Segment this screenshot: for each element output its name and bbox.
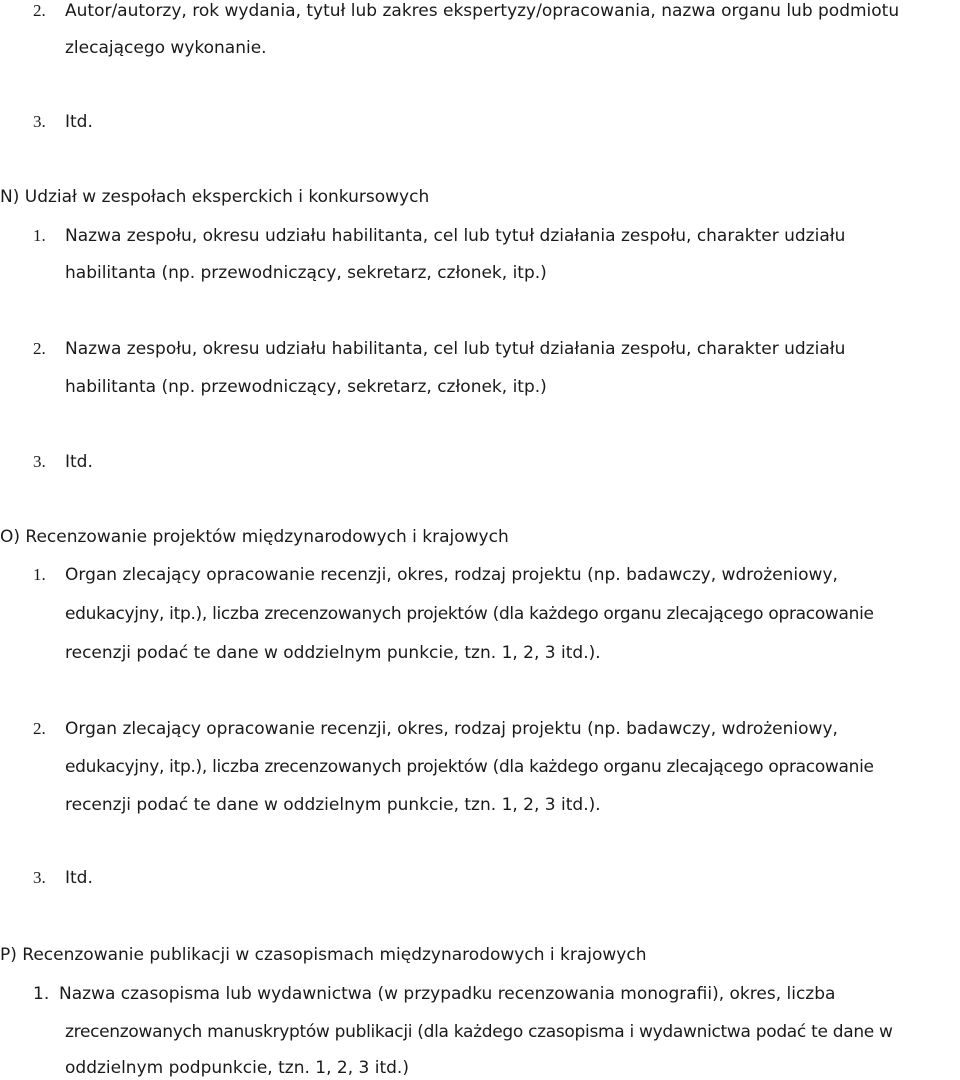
list-item-text: Organ zlecający opracowanie recenzji, okres, rodzaj projektu (np. badawczy, wdrożeniowy, — [65, 565, 838, 585]
list-item-text: habilitanta (np. przewodniczący, sekretarz, członek, itp.) — [65, 263, 547, 283]
list-number: 3. — [33, 452, 46, 471]
list-number: 1. — [33, 226, 46, 245]
list-number: 3. — [33, 868, 46, 887]
list-item-text: Nazwa czasopisma lub wydawnictwa (w przypadku recenzowania monografii), okres, liczba — [59, 984, 836, 1004]
list-item-text: zlecającego wykonanie. — [65, 38, 267, 58]
section-heading: P) Recenzowanie publikacji w czasopismach międzynarodowych i krajowych — [0, 945, 647, 965]
list-item-text: Itd. — [65, 112, 93, 132]
list-item-text: oddzielnym podpunkcie, tzn. 1, 2, 3 itd.) — [65, 1058, 409, 1078]
list-number: 2. — [33, 1, 46, 20]
section-heading: O) Recenzowanie projektów międzynarodowych i krajowych — [0, 527, 509, 547]
list-item-text: Organ zlecający opracowanie recenzji, okres, rodzaj projektu (np. badawczy, wdrożeniowy, — [65, 719, 838, 739]
list-item-text: Nazwa zespołu, okresu udziału habilitanta, cel lub tytuł działania zespołu, charakter udziału — [65, 339, 846, 359]
list-item-text: Itd. — [65, 868, 93, 888]
list-number: 2. — [33, 719, 46, 738]
list-item-text: habilitanta (np. przewodniczący, sekretarz, członek, itp.) — [65, 377, 547, 397]
list-item-text: zrecenzowanych manuskryptów publikacji (dla każdego czasopisma i wydawnictwa podać te dane w — [65, 1022, 893, 1042]
section-heading: N) Udział w zespołach eksperckich i konkursowych — [0, 187, 430, 207]
list-item-text: recenzji podać te dane w oddzielnym punkcie, tzn. 1, 2, 3 itd.). — [65, 643, 601, 663]
list-item-text: edukacyjny, itp.), liczba zrecenzowanych projektów (dla każdego organu zlecającego opracowanie — [65, 757, 874, 777]
list-number: 2. — [33, 339, 46, 358]
list-number: 3. — [33, 112, 46, 131]
list-item-text: edukacyjny, itp.), liczba zrecenzowanych projektów (dla każdego organu zlecającego opracowanie — [65, 604, 874, 624]
list-item-text: recenzji podać te dane w oddzielnym punkcie, tzn. 1, 2, 3 itd.). — [65, 795, 601, 815]
list-item-text: Autor/autorzy, rok wydania, tytuł lub zakres ekspertyzy/opracowania, nazwa organu lub podmiotu — [65, 1, 900, 21]
list-number: 1. — [33, 984, 50, 1004]
list-number: 1. — [33, 565, 46, 584]
list-item-text: Nazwa zespołu, okresu udziału habilitanta, cel lub tytuł działania zespołu, charakter udziału — [65, 226, 846, 246]
list-item-text: Itd. — [65, 452, 93, 472]
